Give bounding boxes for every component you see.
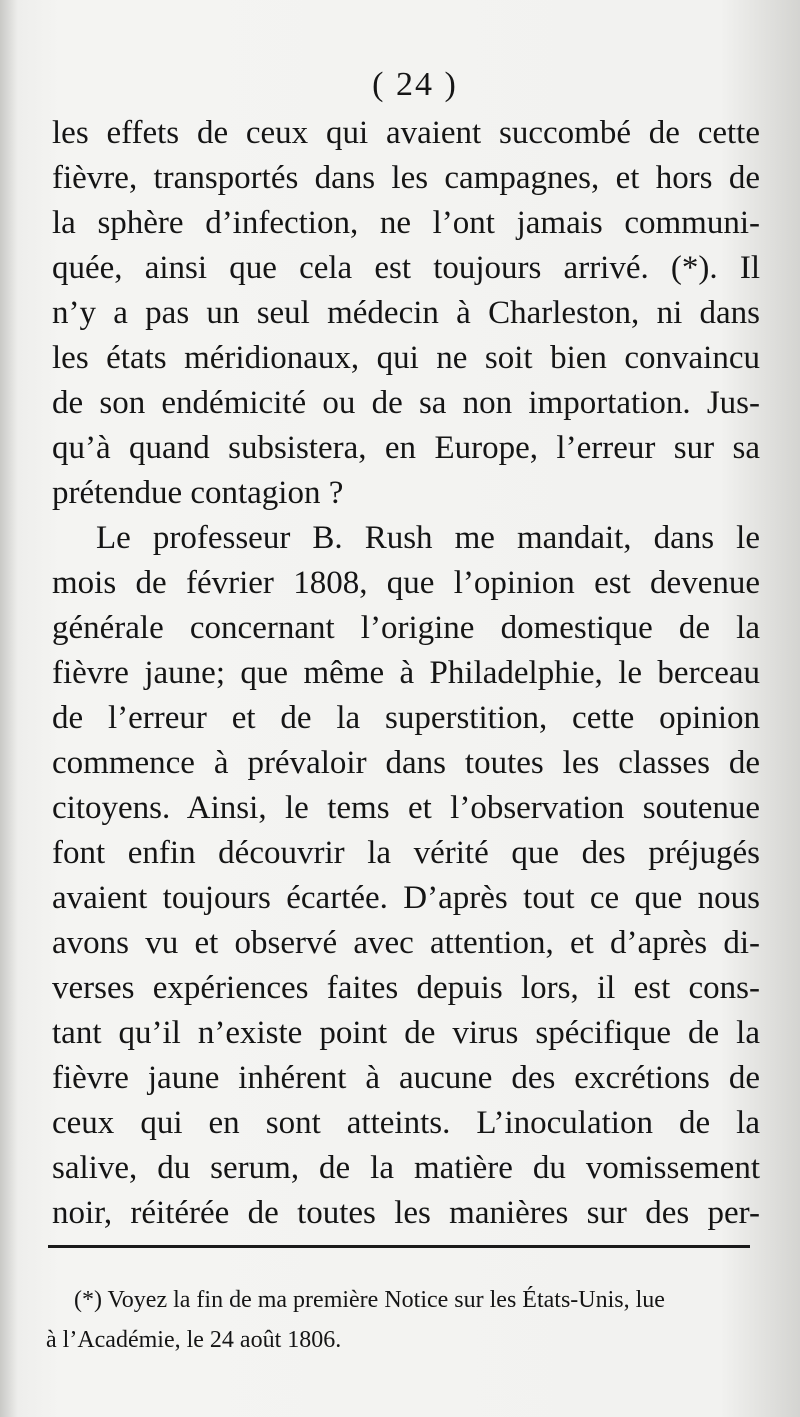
text-line: générale concernant l’origine domestique de la (52, 610, 760, 646)
footnote-line: (*) Voyez la fin de ma première Notice sur les États-Unis, lue (74, 1287, 665, 1313)
text-line: fièvre jaune inhérent à aucune des excrétions de (52, 1060, 760, 1096)
text-line: les effets de ceux qui avaient succombé de cette (52, 115, 760, 151)
text-line: noir, réitérée de toutes les manières sur des per- (52, 1195, 760, 1231)
footnote-rule (48, 1245, 750, 1248)
text-line: verses expériences faites depuis lors, il est cons- (52, 970, 760, 1006)
text-line: de l’erreur et de la superstition, cette opinion (52, 700, 760, 736)
text-line: tant qu’il n’existe point de virus spécifique de la (52, 1015, 760, 1051)
text-line: la sphère d’infection, ne l’ont jamais communi- (52, 205, 760, 241)
text-line: commence à prévaloir dans toutes les classes de (52, 745, 760, 781)
page-number: ( 24 ) (372, 66, 458, 103)
text-line: avons vu et observé avec attention, et d’après di- (52, 925, 760, 961)
text-line: ceux qui en sont atteints. L’inoculation de la (52, 1105, 760, 1141)
text-line: fièvre jaune; que même à Philadelphie, le berceau (52, 655, 760, 691)
body-text (52, 111, 760, 1236)
text-line: salive, du serum, de la matière du vomissement (52, 1150, 760, 1186)
footnote-line: à l’Académie, le 24 août 1806. (46, 1327, 342, 1353)
text-line: qu’à quand subsistera, en Europe, l’erreur sur sa (52, 430, 760, 466)
text-line: fièvre, transportés dans les campagnes, et hors de (52, 160, 760, 196)
text-line: prétendue contagion ? (52, 475, 344, 511)
text-line: citoyens. Ainsi, le tems et l’observation soutenue (52, 790, 760, 826)
paragraph-start-line: Le professeur B. Rush me mandait, dans le (96, 520, 760, 556)
text-line: n’y a pas un seul médecin à Charleston, ni dans (52, 295, 760, 331)
footnote (46, 1280, 760, 1360)
text-line: avaient toujours écartée. D’après tout ce que nous (52, 880, 760, 916)
text-line: mois de février 1808, que l’opinion est devenue (52, 565, 760, 601)
text-line: font enfin découvrir la vérité que des préjugés (52, 835, 760, 871)
text-line: de son endémicité ou de sa non importation. Jus- (52, 385, 760, 421)
text-line: quée, ainsi que cela est toujours arrivé. (*). Il (52, 250, 760, 286)
text-line: les états méridionaux, qui ne soit bien convaincu (52, 340, 760, 376)
